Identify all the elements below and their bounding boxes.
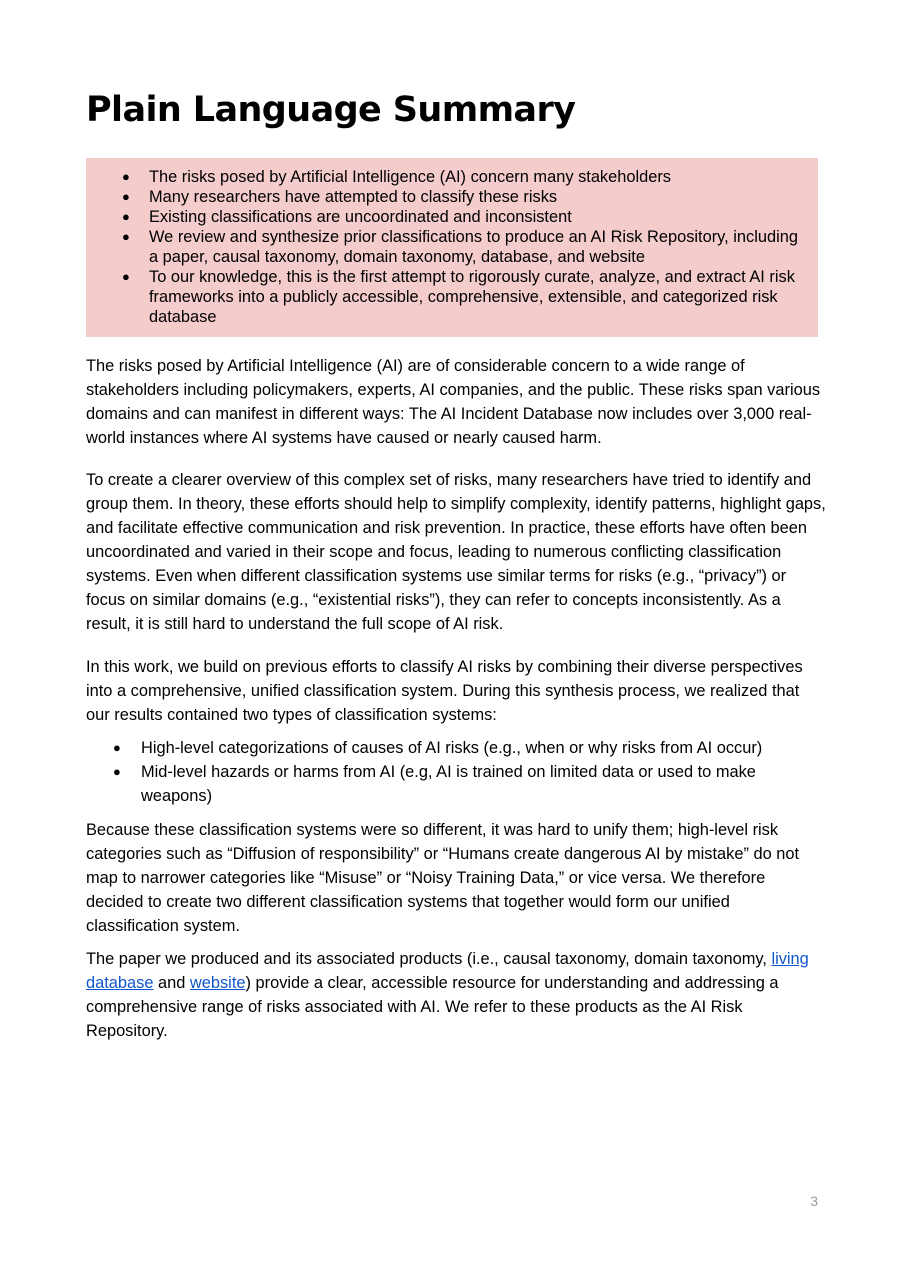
page-number: 3 bbox=[810, 1193, 818, 1209]
website-link[interactable]: website bbox=[189, 974, 246, 992]
summary-bullet-item bbox=[86, 207, 808, 227]
summary-bullet-text: Existing classifications are uncoordinated and inconsistent bbox=[149, 208, 572, 226]
bullet-icon: ● bbox=[113, 764, 121, 779]
summary-bullet-text: Many researchers have attempted to classify these risks bbox=[149, 188, 558, 206]
summary-bullet-item bbox=[86, 267, 808, 327]
living-database-link[interactable]: living database bbox=[86, 950, 809, 992]
classification-bullet-list bbox=[86, 736, 826, 808]
summary-bullet-item bbox=[86, 167, 808, 187]
bullet-icon: ● bbox=[122, 269, 130, 284]
summary-highlight-box bbox=[86, 158, 818, 337]
paragraph-overview: To create a clearer overview of this complex set of risks, many researchers have tried to identify and group them. In theory, these efforts should help to simplify complexity, identify patterns, highlight gaps, and facilitate effective communication and risk prevention. In practice, these efforts have often been uncoordinated and varied in their scope and focus, leading to numerous conflicting classification systems. Even when different classification systems use similar terms for risks (e.g., “privacy”) or focus on similar domains (e.g., “existential risks”), they can refer to concepts inconsistently. As a result, it is still hard to understand the full scope of AI risk. bbox=[86, 471, 826, 633]
bullet-icon: ● bbox=[122, 229, 130, 244]
bullet-icon: ● bbox=[122, 209, 130, 224]
bullet-icon: ● bbox=[122, 169, 130, 184]
products-text-and: and bbox=[153, 974, 190, 992]
summary-bullet-text: The risks posed by Artificial Intelligence (AI) concern many stakeholders bbox=[149, 168, 672, 186]
classification-bullet-item bbox=[86, 736, 826, 760]
summary-bullet-text: We review and synthesize prior classifications to produce an AI Risk Repository, including a paper, causal taxonomy, domain taxonomy, database, and website bbox=[149, 228, 798, 266]
classification-bullet-item bbox=[86, 760, 826, 808]
paragraph-synthesis: In this work, we build on previous efforts to classify AI risks by combining their diverse perspectives into a comprehensive, unified classification system. During this synthesis process, we realized that our results contained two types of classification systems: bbox=[86, 658, 803, 724]
summary-bullet-text: To our knowledge, this is the first attempt to rigorously curate, analyze, and extract AI risk frameworks into a publicly accessible, comprehensive, extensible, and categorized risk database bbox=[149, 268, 795, 326]
products-text-start: The paper we produced and its associated products (i.e., causal taxonomy, domain taxonomy, bbox=[86, 950, 772, 968]
summary-bullet-list bbox=[86, 167, 808, 327]
paragraph-intro: The risks posed by Artificial Intelligence (AI) are of considerable concern to a wide range of stakeholders including policymakers, experts, AI companies, and the public. These risks span various domains and can manifest in different ways: The AI Incident Database now includes over 3,000 real-world instances where AI systems have caused or nearly caused harm. bbox=[86, 357, 821, 447]
summary-bullet-item bbox=[86, 227, 808, 267]
products-text-end: ) provide a clear, accessible resource for understanding and addressing a comprehensive range of risks associated with AI. We refer to these products as the AI Risk Repository. bbox=[86, 974, 779, 1040]
classification-bullet-text: Mid-level hazards or harms from AI (e.g, AI is trained on limited data or used to make weapons) bbox=[141, 763, 756, 805]
bullet-icon: ● bbox=[122, 189, 130, 204]
paragraph-unification: Because these classification systems were so different, it was hard to unify them; high-level risk categories such as “Diffusion of responsibility” or “Humans create dangerous AI by mistake” do not map to narrower categories like “Misuse” or “Noisy Training Data,” or vice versa. We therefore decided to create two different classification systems that together would form our unified classification system. bbox=[86, 821, 800, 935]
summary-bullet-item bbox=[86, 187, 808, 207]
bullet-icon: ● bbox=[113, 740, 121, 755]
page-title: Plain Language Summary bbox=[86, 90, 576, 130]
classification-bullet-text: High-level categorizations of causes of AI risks (e.g., when or why risks from AI occur) bbox=[141, 739, 763, 757]
paragraph-products bbox=[86, 947, 826, 1043]
